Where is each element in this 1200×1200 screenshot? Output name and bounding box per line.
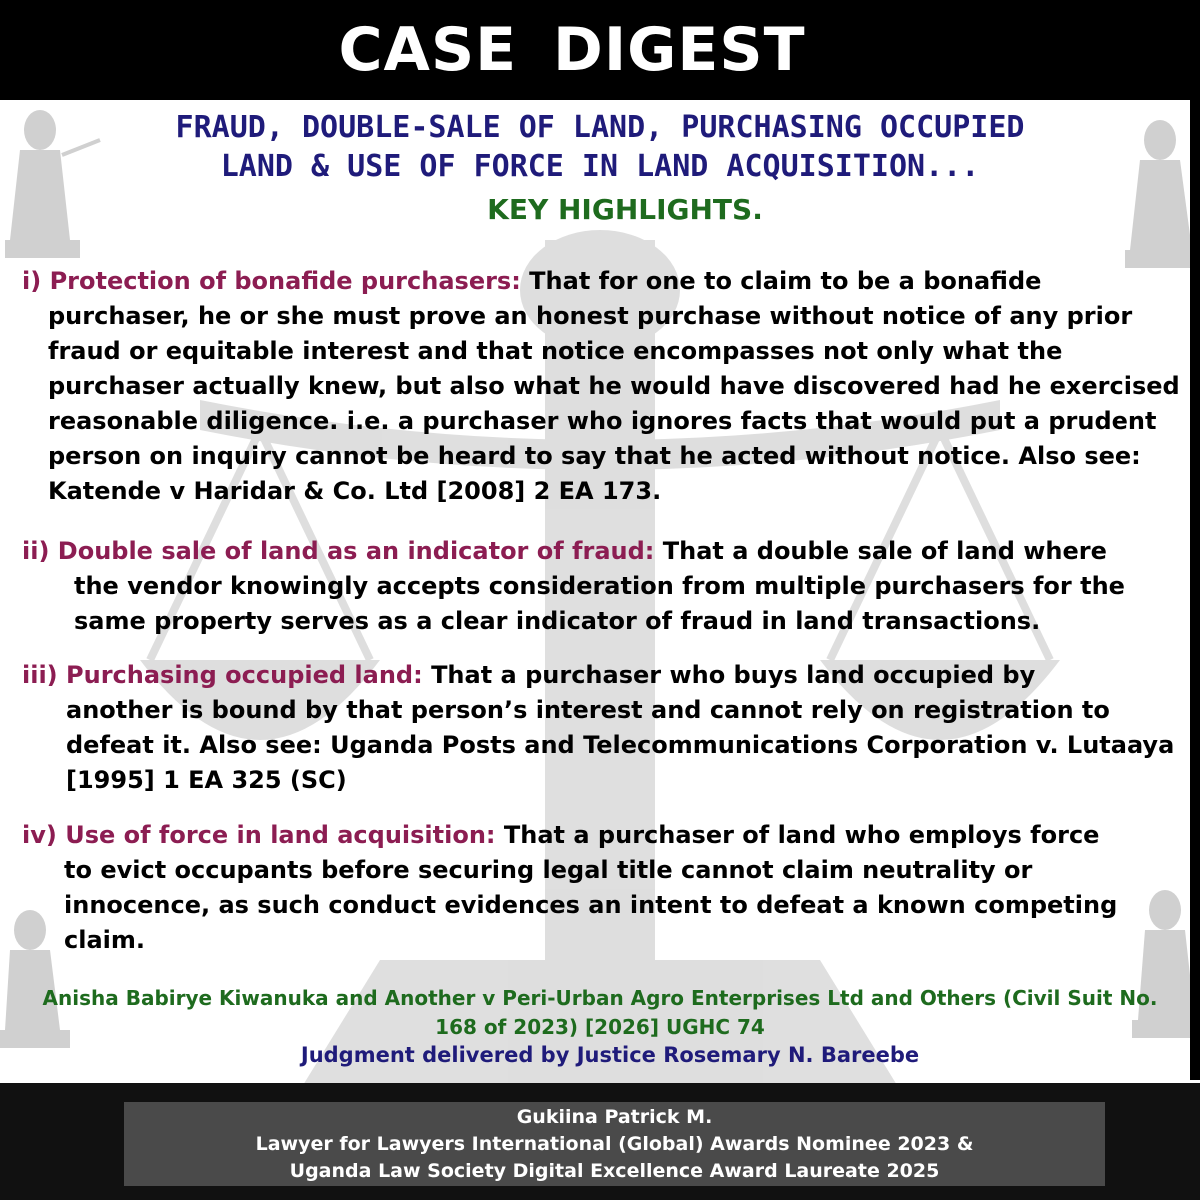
point-text: another is bound by that person’s interest and cannot rely on registration to defeat it. Also see: Uganda Posts and Telecommunications Corporation v. Lutaaya [1995] 1 EA 325 (SC) <box>66 696 1175 794</box>
author-award-2: Uganda Law Society Digital Excellence Award Laureate 2025 <box>289 1159 940 1182</box>
point-label: Double sale of land as an indicator of fraud: <box>57 537 655 565</box>
highlight-point-4 <box>22 818 1182 958</box>
author-award-1: Lawyer for Lawyers International (Global) Awards Nominee 2023 & <box>255 1132 974 1155</box>
citation-line-2: 168 of 2023) [2026] UGHC 74 <box>435 1015 765 1039</box>
subtitle-line-2: LAND & USE OF FORCE IN LAND ACQUISITION... <box>220 149 980 184</box>
footer-bar <box>0 1083 1200 1200</box>
key-highlights-heading: KEY HIGHLIGHTS. <box>487 193 763 226</box>
case-citation <box>0 984 1200 1042</box>
highlight-point-3 <box>22 658 1187 798</box>
point-number: iii) <box>22 661 58 689</box>
point-number: iv) <box>22 821 57 849</box>
point-label: Use of force in land acquisition: <box>65 821 496 849</box>
point-text: the vendor knowingly accepts consideration from multiple purchasers for the same property serves as a clear indicator of fraud in land transactions. <box>74 572 1125 635</box>
point-label: Protection of bonafide purchasers: <box>49 267 521 295</box>
point-text-first: That for one to claim to be a bonafide <box>529 267 1042 295</box>
point-text-first: That a purchaser of land who employs force <box>503 821 1100 849</box>
point-number: i) <box>22 267 42 295</box>
author-name: Gukiina Patrick M. <box>516 1105 713 1128</box>
point-text-first: That a purchaser who buys land occupied by <box>431 661 1036 689</box>
page-title: CASE DIGEST <box>338 15 806 85</box>
point-number: ii) <box>22 537 50 565</box>
point-label: Purchasing occupied land: <box>66 661 423 689</box>
highlight-point-2 <box>22 534 1194 639</box>
digest-subtitle <box>70 108 1130 186</box>
subtitle-line-1: FRAUD, DOUBLE-SALE OF LAND, PURCHASING OCCUPIED <box>175 110 1025 145</box>
author-credit-box <box>124 1102 1105 1186</box>
judgment-credit: Judgment delivered by Justice Rosemary N. Bareebe <box>300 1043 920 1067</box>
header-banner <box>0 0 1200 100</box>
point-text: purchaser, he or she must prove an honest purchase without notice of any prior fraud or equitable interest and that notice encompasses not only what the purchaser actually knew, but also what he would have discovered had he exercised reasonable diligence. i.e. a purchaser who ignores facts that would put a prudent person on inquiry cannot be heard to say that he acted without notice. Also see: Katende v Haridar & Co. Ltd [2008] 2 EA 173. <box>48 302 1180 505</box>
point-text-first: That a double sale of land where <box>662 537 1107 565</box>
point-text: to evict occupants before securing legal title cannot claim neutrality or innocence, as such conduct evidences an intent to defeat a known competing claim. <box>64 856 1118 954</box>
highlight-point-1 <box>22 264 1192 509</box>
citation-line-1: Anisha Babirye Kiwanuka and Another v Peri-Urban Agro Enterprises Ltd and Others (Civil Suit No. <box>42 986 1158 1010</box>
